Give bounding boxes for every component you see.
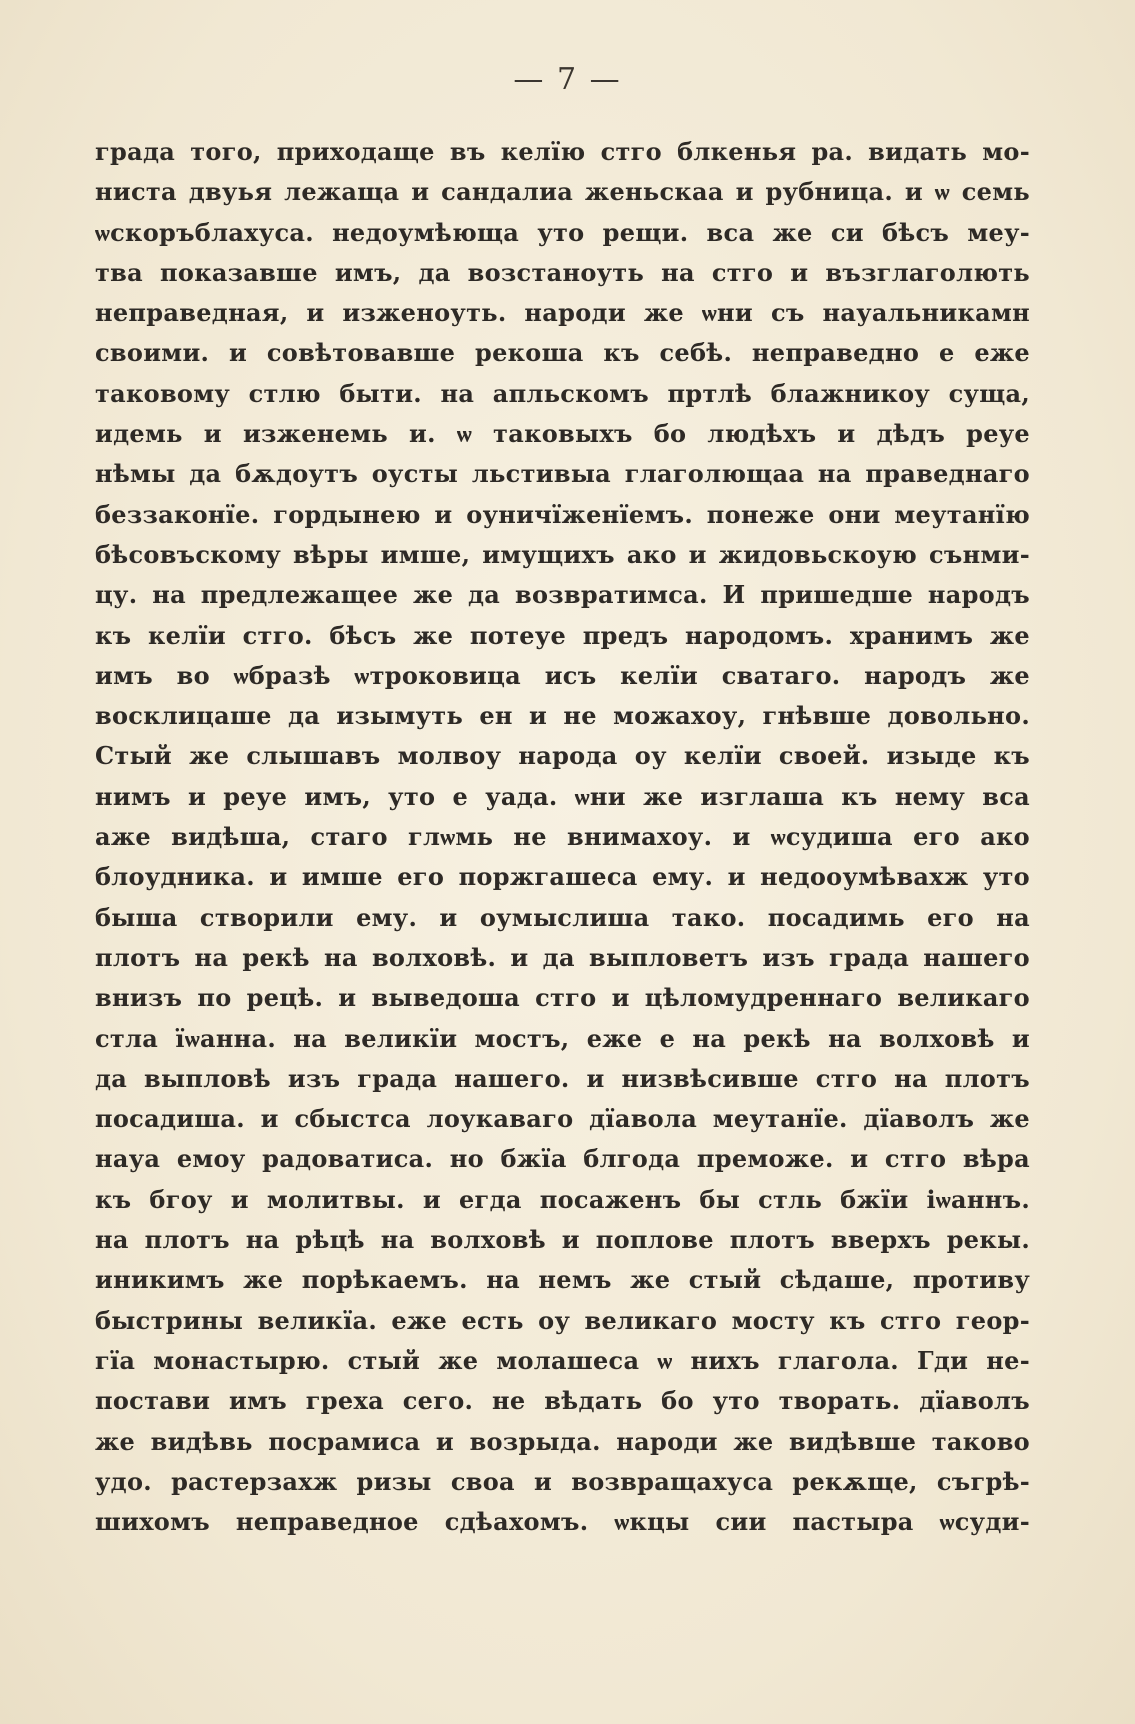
body-text	[95, 132, 1030, 1542]
text-line: плотъ на рекѣ на волховѣ. и да выпловетъ изъ града нашего	[95, 942, 1030, 972]
text-line: къ бгоу и молитвы. и егда посаженъ бы стль бжїи іѡаннъ.	[95, 1184, 1030, 1214]
text-line: нѣмы да бѫдоутъ оусты льстивыа глаголющаа на праведнаго	[95, 459, 1030, 489]
text-line: аже видѣша, стаго глѡмь не внимахоу. и ѡсудиша его ако	[95, 822, 1030, 852]
text-line: же видѣвь посрамиса и возрыда. народи же видѣвше таково	[95, 1426, 1030, 1456]
text-line: блоудника. и имше его поржгашеса ему. и недооумѣвахж уто	[95, 862, 1030, 892]
text-line: нимъ и реуе имъ, уто е уада. ѡни же изглаша къ нему вса	[95, 781, 1030, 811]
text-line: таковому стлю быти. на апльскомъ пртлѣ блажникоу суща,	[95, 378, 1030, 408]
text-line: на плотъ на рѣцѣ на волховѣ и поплове плотъ вверхъ рекы.	[95, 1225, 1030, 1255]
text-line: идемь и изженемь и. ѡ таковыхъ бо людѣхъ и дѣдъ реуе	[95, 419, 1030, 449]
text-line: стла їѡанна. на великїи мостъ, еже е на рекѣ на волховѣ и	[95, 1023, 1030, 1053]
text-line: внизъ по рецѣ. и выведоша стго и цѣломудреннаго великаго	[95, 983, 1030, 1013]
text-line: Стый же слышавъ молвоу народа оу келїи своей. изыде къ	[95, 741, 1030, 771]
text-line: къ келїи стго. бѣсъ же потеуе предъ народомъ. хранимъ же	[95, 620, 1030, 650]
text-line: удо. растерзахж ризы своа и возвращахуса рекѫще, съгрѣ-	[95, 1466, 1030, 1496]
text-line: науа емоу радоватиса. но бжїа блгодa преможе. и стго вѣра	[95, 1144, 1030, 1174]
text-line: иникимъ же порѣкаемъ. на немъ же стый сѣдаше, противу	[95, 1265, 1030, 1295]
text-line: града того, приходаще въ келїю стго блкенья ра. видать мо-	[95, 137, 1030, 166]
text-line: ниста двуья лежаща и сандалиа женьскаа и рубница. и ѡ семь	[95, 177, 1030, 207]
text-line: бѣсовъскому вѣры имше, имущихъ ако и жидовьскоую сънми-	[95, 539, 1030, 569]
text-line: постави имъ греха сего. не вѣдать бо уто творать. дїаволъ	[95, 1386, 1030, 1416]
text-line: да выпловѣ изъ града нашего. и низвѣсивше стго на плотъ	[95, 1063, 1030, 1093]
text-line: восклицаше да изымуть ен и не можахоу, гнѣвше довольно.	[95, 701, 1030, 731]
text-line: неправедная, и изженоуть. народи же ѡни съ науальникамн	[95, 298, 1030, 328]
text-line: быстрины великїа. еже есть оу великаго мосту къ стго геор-	[95, 1305, 1030, 1335]
text-line: шихомъ неправедное сдѣахомъ. ѡкцы сии пастыра ѡсуди-	[95, 1507, 1030, 1537]
text-line: имъ во ѡбразѣ ѡтроковица исъ келїи сватаго. народъ же	[95, 660, 1030, 690]
text-line: тва показавше имъ, да возстаноуть на стго и възглаголють	[95, 257, 1030, 287]
text-line: ѡскоръблахуса. недоумѣюща уто рещи. вса же си бѣсъ меу-	[95, 217, 1030, 247]
text-line: беззаконїе. гордынею и оуничїженїемъ. понеже они меутанїю	[95, 499, 1030, 529]
text-line: быша створили ему. и оумыслиша тако. посадимь его на	[95, 902, 1030, 932]
text-line: гїа монастырю. стый же молашеса ѡ нихъ глагола. Гди не-	[95, 1345, 1030, 1375]
text-line: цу. на предлежащее же да возвратимса. И пришедше народъ	[95, 580, 1030, 610]
text-line: своими. и совѣтовавше рекоша къ себѣ. неправедно е еже	[95, 338, 1030, 368]
text-line: посадиша. и сбыстса лоукаваго дїавола меутанїе. дїаволъ же	[95, 1104, 1030, 1134]
page-number: — 7 —	[513, 62, 622, 97]
